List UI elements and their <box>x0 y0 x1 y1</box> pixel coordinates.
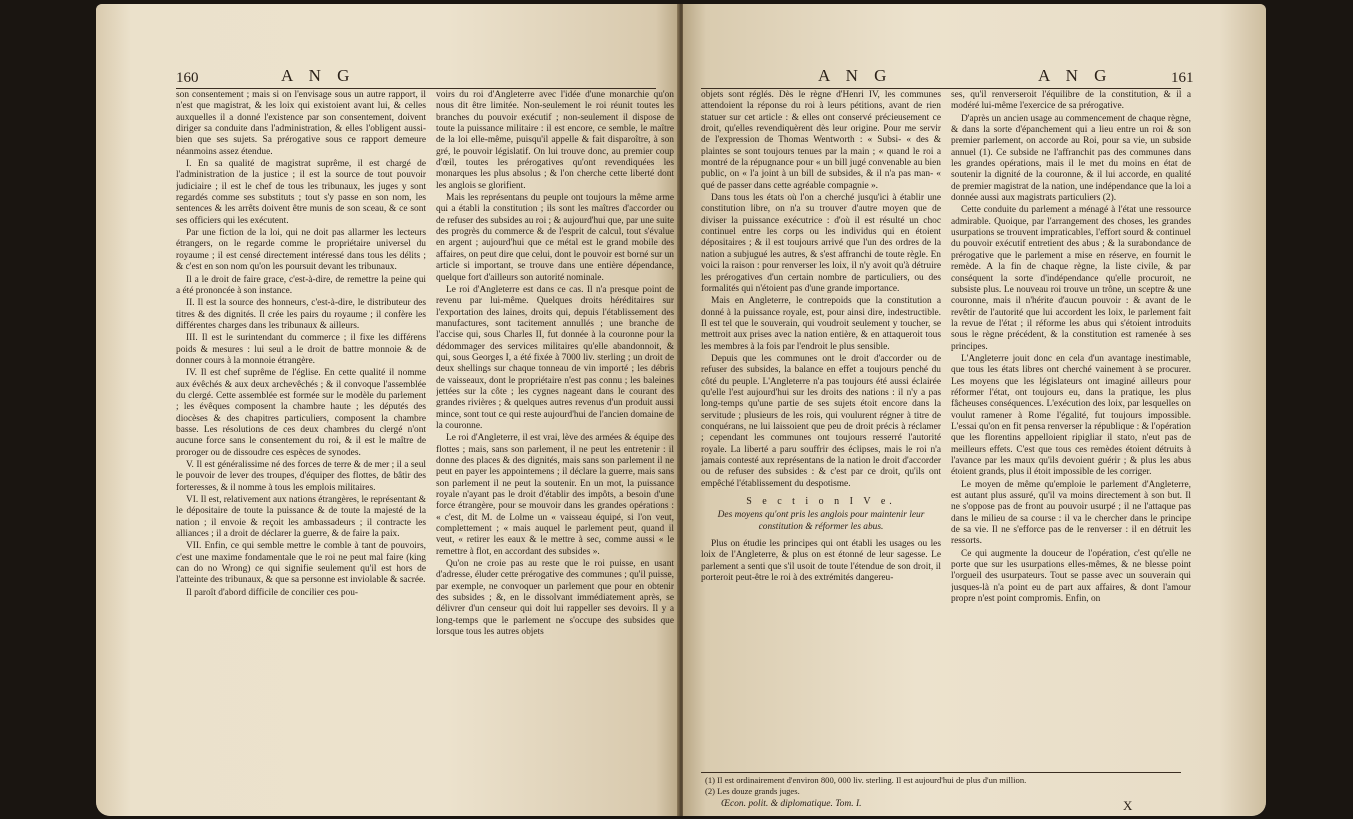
paragraph: I. En sa qualité de magistrat suprême, il est chargé de l'administration de la justice ; il est la source de tout pouvoir judiciaire ; il est le chef de tous les tribunaux, les juges y sont regardés comme ses substituts ; tout s'y passe en son nom, les sentences & les arrêts doivent être munis de son sceau, & ce sont ses officiers qui les exécutent. <box>176 159 426 226</box>
left-column-1 <box>176 90 426 790</box>
page-number: 161 <box>1171 70 1194 86</box>
paragraph: Mais en Angleterre, le contrepoids que la constitution a donné à la puissance royale, est, pour ainsi dire, indestructible. Il est tel que le souverain, qui voudroit seulement y toucher, se mettroit aux prises avec la nation entière, & en attaqueroit tous les membres à la fois par l'endroit le plus sensible. <box>701 296 941 352</box>
header-rule <box>176 88 656 89</box>
section-subtitle: Des moyens qu'ont pris les anglois pour maintenir leur constitution & réformer les abus. <box>717 510 925 532</box>
paragraph: Le roi d'Angleterre, il est vrai, lève des armées & équipe des flottes ; mais, sans son parlement, il ne peut les entretenir : il donne des places & des dignités, mais sans son parlement il ne peut en payer les appointemens ; il déclare la guerre, mais sans son parlement il ne peut la soutenir. En un mot, la puissance royale n'ayant pas le droit d'établir des impôts, a besoin d'une force étrangère, pour se mouvoir dans les grandes opérations : « c'est, dit M. de Lolme un « vaisseau équipé, si l'on veut, complettement ; « mais auquel le parlement peut, quand il veut, « retirer les eaux & le mettre à sec, comme aussi « le remettre à flot, en accordant des subsides ». <box>436 433 674 557</box>
paragraph: Depuis que les communes ont le droit d'accorder ou de refuser des subsides, la balance en effet a toujours penché du côté du peuple. L'Angleterre n'a pas toujours été aussi éclairée qu'elle l'est aujourd'hui sur les droits des nations : il n'y a pas long-temps qu'une partie de ses sujets étoit encore dans la servitude ; plusieurs de les rois, qui voulurent régner à titre de conquérans, ne lui laissoient que peu de droit précis à réclamer ; cependant les communes ont toujours resserré l'autorité royale. La liberté a paru souffrir des éclipses, mais le roi n'a jamais contesté aux représentans de la nation le droit d'accorder ou de refuser des subsides : & c'est par ce droit, qu'ils ont empêché l'établissement du despotisme. <box>701 353 941 489</box>
paragraph: son consentement ; mais si on l'envisage sous un autre rapport, il n'est que magistrat, & les loix qui existoient avant lui, & celles auxquelles il a donné l'existence par son consentement, doivent diriger sa conduite dans l'administration, & elles l'obligent aussi-bien que ses sujets. Sa prérogative sous ce rapport demeure néanmoins assez étendue. <box>176 90 426 157</box>
open-book <box>96 4 1266 816</box>
paragraph: Cette conduite du parlement a ménagé à l'état une ressource admirable. Quoique, par l'arrangement des choses, les grandes usurpations se trouvent impraticables, l'effort sourd & continuel du pouvoir exécutif entretient des abus ; & la surabondance de prérogative que le parlement a mise en réserve, en fournit le remède. A la fin de chaque règne, la liste civile, & par conséquent la sorte d'indépendance qu'elle procuroit, ne subsiste plus. Le nouveau roi trouve un trône, un sceptre & une couronne, mais il n'hérite d'aucun pouvoir : & avant de le revêtir de l'autorité que lui accordent les loix, le parlement fait la revue de l'état ; il réforme les abus qui s'étoient introduits sous le règne précédent, & la constitution est ramenée à ses principes. <box>951 205 1191 352</box>
signature-mark: X <box>1123 798 1133 813</box>
left-page <box>96 4 679 816</box>
right-column-2 <box>951 90 1191 770</box>
paragraph: Le roi d'Angleterre est dans ce cas. Il n'a presque point de revenu par lui-même. Quelques droits héréditaires sur l'exportation des laines, droits qui, depuis l'établissement des manufactures, sont tacitement annullés ; une branche de l'accise qui, sous Charles II, fut donnée à la couronne pour la dédommager des services militaires qu'elle abandonnoit, & qui, sous Georges I, a été fixée à 7000 liv. sterling ; un droit de deux shellings sur chaque tonneau de vin importé ; les débris de vaisseaux, dont le propriétaire n'est pas connu ; les baleines jettées sur la côte ; les cygnes nageant dans le courant des grandes rivières ; & quelques autres revenus d'un produit aussi mince, sont tout ce qui reste aujourd'hui de l'ancien domaine de la couronne. <box>436 284 674 431</box>
footer-title: Œcon. polit. & diplomatique. Tom. I. <box>721 799 862 809</box>
paragraph: objets sont réglés. Dès le règne d'Henri IV, les communes attendoient la réponse du roi à leurs pétitions, avant de rien statuer sur cet article : & elles ont conservé précieusement ce droit, qu'elles revendiquèrent dès leur origine. Pour me servir de l'expression de Thomas Wentworth : « Subsi- « des & plaintes se sont toujours tenues par la main ; « quand le roi a montré de la répugnance pour « un bill jugé convenable au bien public, on « l'a joint à un bill de subsides, & il n'a pas man- « qué de passer dans cette agréable compagnie ». <box>701 90 941 191</box>
paragraph: Mais les représentans du peuple ont toujours la même arme qui a établi la constitution ; ils sont les maîtres d'accorder ou de refuser des subsides au roi ; & aujourd'hui que, par une suite des progrès du commerce & de l'esprit de calcul, tout s'évalue en argent ; aujourd'hui que ce métal est le grand mobile des affaires, on peut dire que celui, dont le pouvoir est borné sur un article si important, se trouve dans une entière dépendance, quelque fort d'ailleurs son autorité nominale. <box>436 193 674 283</box>
paragraph: Il paroît d'abord difficile de concilier ces pou- <box>186 587 359 598</box>
paragraph: L'Angleterre jouit donc en cela d'un avantage inestimable, que tous les états libres ont cherché vainement à se procurer. Les moyens que les législateurs ont imaginé ailleurs pour réformer l'état, ont toujours eu, dans la pratique, les plus fâcheuses conséquences. L'exécution des loix, par lesquelles on voulut ramener à Rome l'égalité, fut toujours impossible. L'essai qu'on en fit pensa renverser la république : & l'opération que les florentins appelloient ripigliar il stato, n'eut pas de meilleurs effets. C'est que tous ces remèdes étoient détruits à l'avance par les maux qu'ils devoient guérir ; & plus les abus étoient grands, plus il étoit impossible de les corriger. <box>951 353 1191 478</box>
paragraph: Qu'on ne croie pas au reste que le roi puisse, en usant d'adresse, éluder cette prérogative des communes ; qu'il puisse, par exemple, ne convoquer un parlement que pour en obtenir des subsides ; &, en le dissolvant immédiatement après, se délivrer d'un censeur qui doit lui rappeller ses devoirs. Il y a long-temps que le parlement ne s'occupe des subsides que lorsque tous les autres objets <box>436 559 674 638</box>
footnote: (2) Les douze grands juges. <box>705 785 800 796</box>
paragraph: Le moyen de même qu'emploie le parlement d'Angleterre, est autant plus assuré, qu'il va moins directement à son but. Il ne s'oppose pas de front au pouvoir usurpé ; il ne l'attaque pas dans le milieu de sa course : il va le chercher dans le principe de sa vie. Il ne s'efforce pas de le renverser : il en détruit les ressorts. <box>951 479 1191 547</box>
running-head: A N G <box>281 66 356 85</box>
running-head: A N G <box>818 66 893 85</box>
paragraph: Ce qui augmente la douceur de l'opération, c'est qu'elle ne porte que sur les usurpations elles-mêmes, & ne blesse point l'orgueil des usurpateurs. Tout se passe avec un souverain qui jusques-là n'a point eu de part aux affaires, & dont l'amour propre n'est point compromis. Enfin, on <box>951 548 1191 605</box>
footnote-rule <box>701 772 1181 773</box>
running-head-2: A N G <box>1038 66 1113 85</box>
paragraph: Plus on étudie les principes qui ont établi les usages ou les loix de l'Angleterre, & plus on est étonné de leur sagesse. Le parlement a senti que s'il usoit de toute l'étendue de son droit, il porteroit peut-être le roi à des extrémités dangereu- <box>701 539 941 584</box>
header-rule <box>701 88 1181 89</box>
right-column-1 <box>701 90 941 790</box>
paragraph: Dans tous les états où l'on a cherché jusqu'ici à établir une constitution libre, on n'a su trouver d'autre moyen que de diviser la puissance exécutrice : d'où il est résulté un choc continuel entre les corps ou les individus qui en étoient dépositaires ; & il est toujours arrivé que l'un des ordres de la nation a subjugué les autres, & s'est affranchi de toute règle. En voici la raison : pour renverser les loix, il n'y avoit qu'à détruire les prérogatives d'un certain nombre de particuliers, ou des formalités qui n'étoient pas d'une grande importance. <box>701 193 941 294</box>
paragraph: D'après un ancien usage au commencement de chaque règne, & dans la sorte d'épanchement qui a lieu entre un roi & son premier parlement, on accorde au Roi, pour sa vie, un subside annuel (1). Ce subside ne l'affranchit pas des communes dans les grandes opérations, mais il le met du moins en état de soutenir la dignité de la couronne, & il lui accorde, en qualité de premier magistrat de la nation, une indépendance que la loi a donnée aussi aux magistrats particuliers (2). <box>951 113 1191 204</box>
paragraph: IV. Il est chef suprême de l'église. En cette qualité il nomme aux évêchés & aux deux archevêchés ; & il convoque l'assemblée du clergé. Cette assemblée est formée sur le modèle du parlement ; les évêques composent la chambre haute ; les députés des diocèses & des chapitres particuliers, composent la chambre basse. Les résolutions de ces deux chambres du clergé n'ont aucune force sans le consentement du roi, & il est le maître de proroger ou de dissoudre ces espèces de synodes. <box>176 368 426 458</box>
footnote: (1) Il est ordinairement d'environ 800, 000 liv. sterling. Il est aujourd'hui de plus d'un million. <box>705 775 1027 785</box>
paragraph: Il a le droit de faire grace, c'est-à-dire, de remettre la peine qui a été prononcée à son instance. <box>176 274 426 296</box>
footnotes <box>705 775 1165 796</box>
paragraph: V. Il est généralissime né des forces de terre & de mer ; il a seul le pouvoir de lever des troupes, d'équiper des flottes, de bâtir des forteresses, & il nomme à tous les emplois militaires. <box>176 460 426 493</box>
paragraph: VII. Enfin, ce qui semble mettre le comble à tant de pouvoirs, c'est une maxime fondamentale que le roi ne peut mal faire (king can do no Wrong) ce qui signifie seulement qu'il est hors de l'atteinte des tribunaux, & que sa personne est inviolable & sacrée. <box>176 541 426 586</box>
right-page <box>683 4 1266 816</box>
section-title: S e c t i o n I V e. <box>746 496 896 508</box>
left-column-2 <box>436 90 674 790</box>
paragraph: ses, qu'il renverseroit l'équilibre de la constitution, & il a modéré lui-même l'exercice de sa prérogative. <box>951 90 1191 112</box>
paragraph: II. Il est la source des honneurs, c'est-à-dire, le distributeur des titres & des dignités. Il crée les pairs du royaume ; il confère les différentes charges dans les tribunaux & ailleurs. <box>176 298 426 331</box>
paragraph: voirs du roi d'Angleterre avec l'idée d'une monarchie qu'on nous dit être limitée. Non-seulement le roi réunit toutes les branches du pouvoir exécutif ; non-seulement il dispose de toute la puissance militaire : il est encore, ce semble, le maître de la loi elle-même, puisqu'il appelle & fait disparoître, à son gré, le pouvoir législatif. On lui trouve donc, au premier coup d'œil, toutes les prérogatives qu'ont revendiquées les monarques les plus absolus ; & l'on cherche cette liberté dont les anglois se glorifient. <box>436 90 674 191</box>
paragraph: III. Il est le surintendant du commerce ; il fixe les différens poids & mesures : lui seul a le droit de battre monnoie & de donner cours à la monnoie étrangère. <box>176 333 426 366</box>
page-number: 160 <box>176 70 199 86</box>
paragraph: Par une fiction de la loi, qui ne doit pas allarmer les lecteurs étrangers, on le regarde comme le propriétaire universel du royaume ; il est censé directement intéressé dans tous les délits ; & c'est en son nom qu'on les poursuit devant les tribunaux. <box>176 228 426 273</box>
paragraph: VI. Il est, relativement aux nations étrangères, le représentant & le dépositaire de toute la puissance & de toute la majesté de la nation ; il envoie & reçoit les ambassadeurs ; il contracte les alliances ; il a droit de déclarer la guerre, & de faire la paix. <box>176 495 426 540</box>
